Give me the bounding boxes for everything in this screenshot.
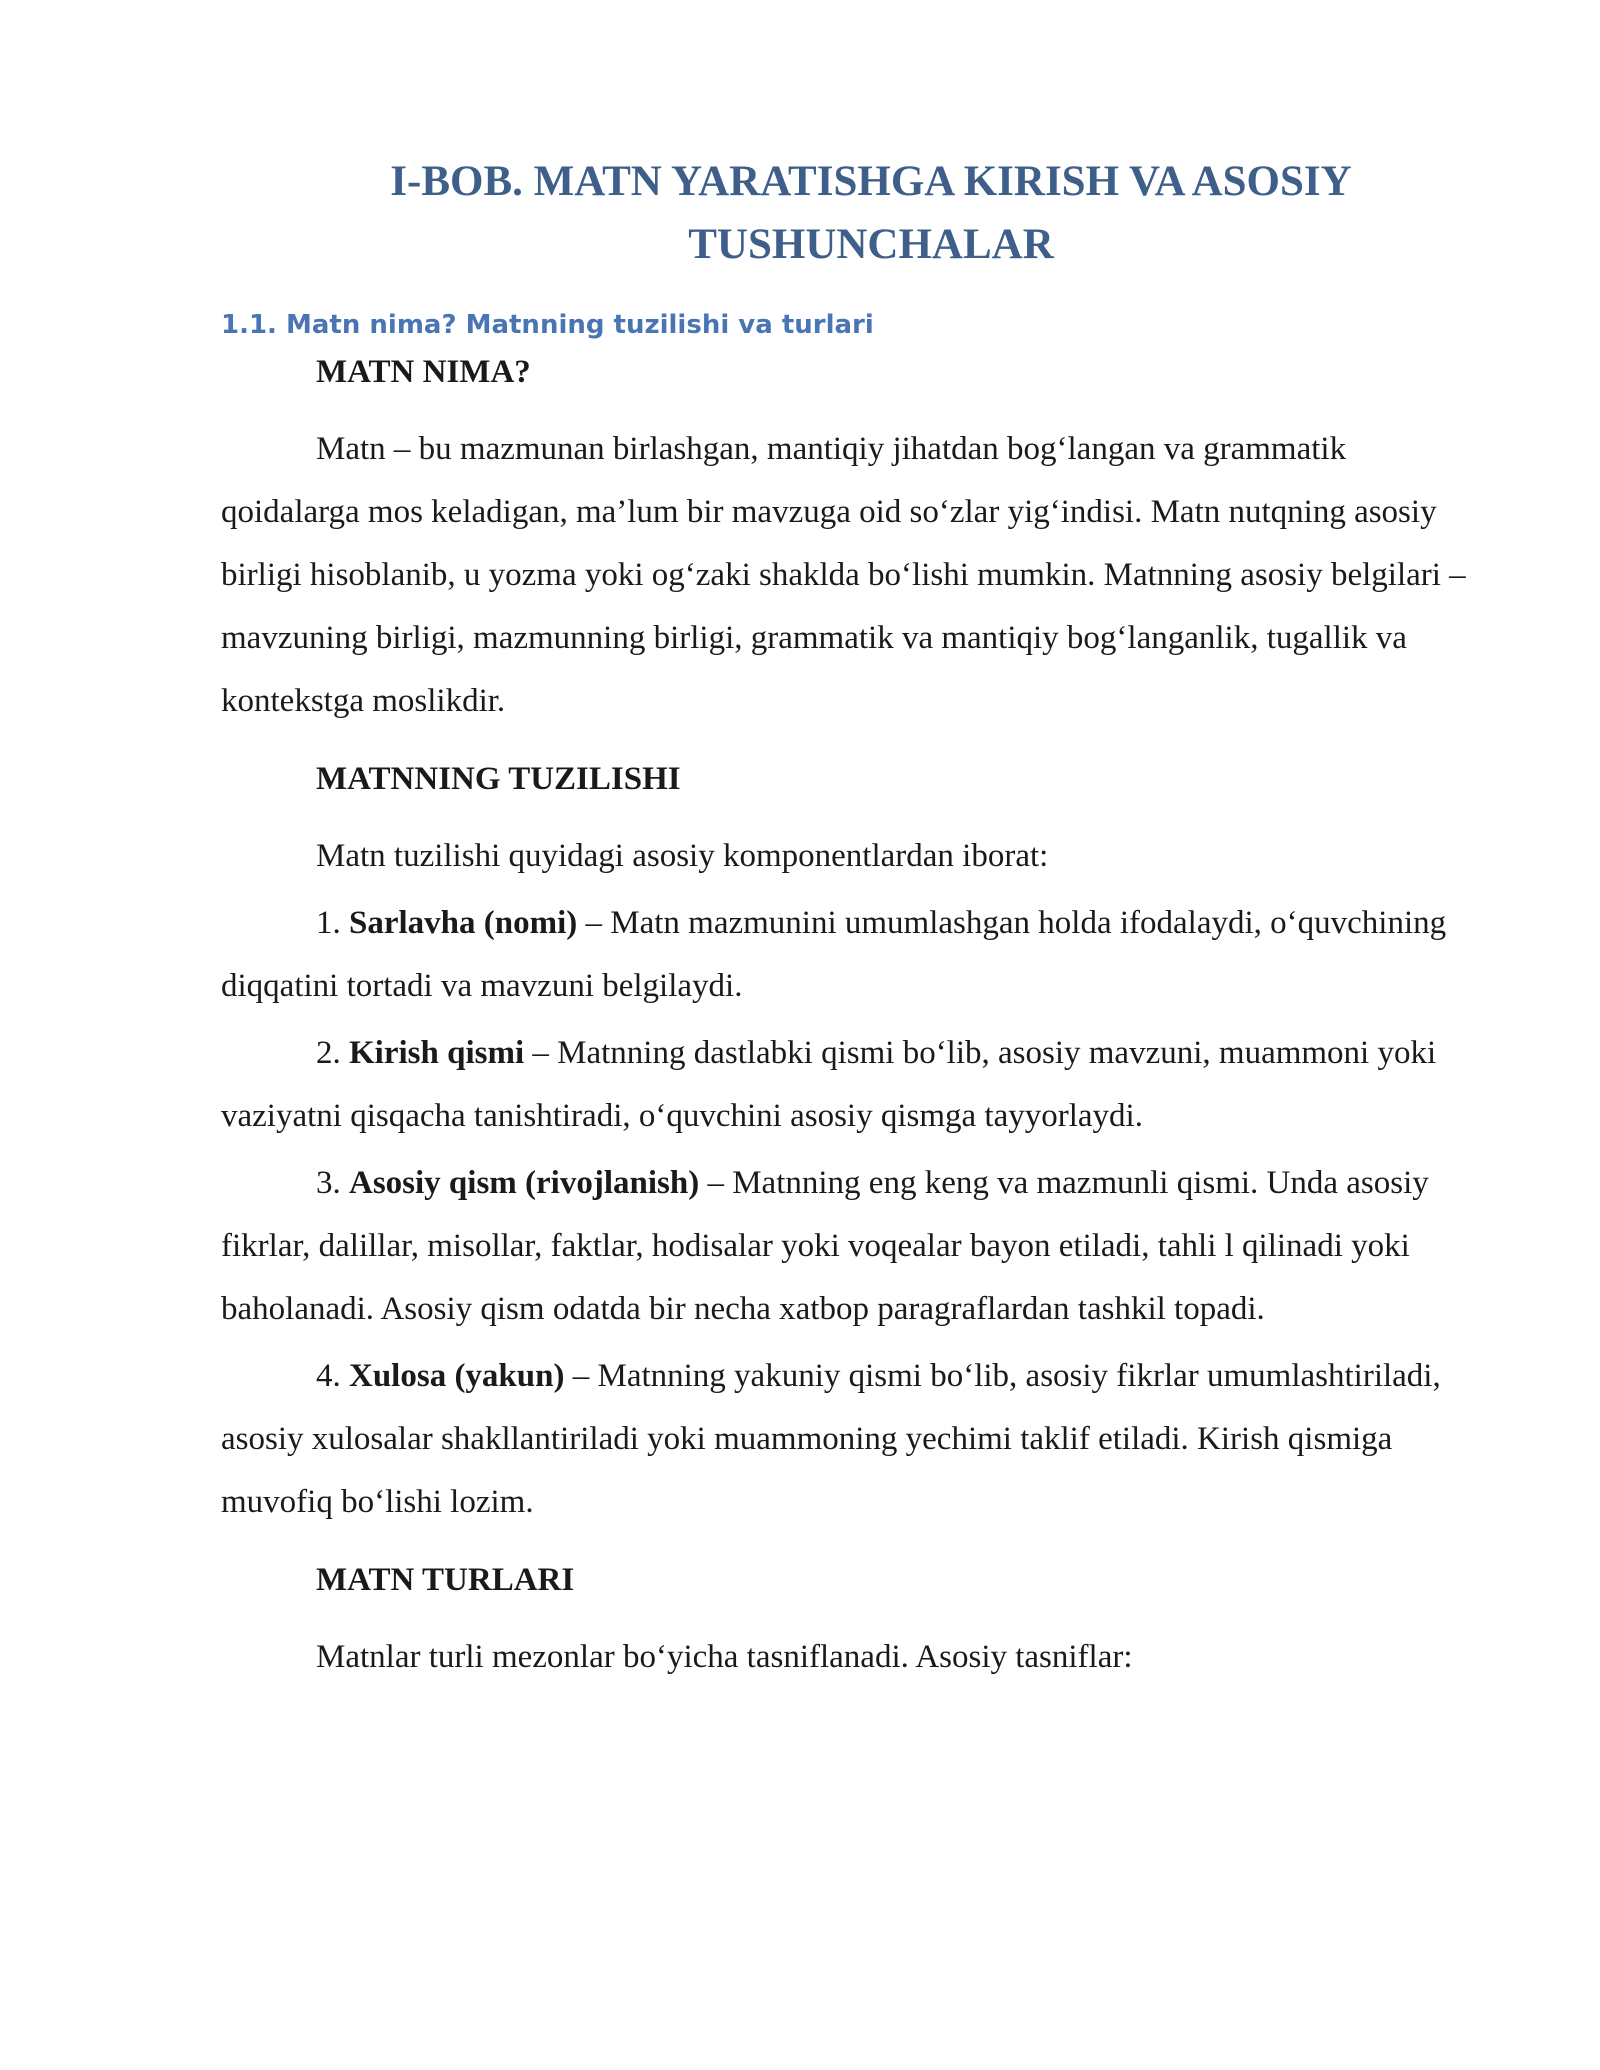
list-item-number: 1. [316, 905, 349, 941]
section-heading: 1.1. Matn nima? Matnning tuzilishi va turlari [221, 310, 874, 340]
list-item [221, 892, 1481, 1018]
list-item-number: 3. [316, 1165, 349, 1201]
list-item-term: Sarlavha (nomi) [349, 905, 578, 941]
list-item-number: 4. [316, 1358, 349, 1394]
list-item-text: – Matn mazmunini umumlashgan holda ifodalaydi, o‘quvchining diqqatini tortadi va mavzuni belgilaydi. [221, 905, 1447, 1004]
list-item [221, 1152, 1481, 1341]
subheading-turlari: MATN TURLARI [316, 1562, 575, 1598]
list-item-term: Asosiy qism (rivojlanish) [349, 1165, 700, 1201]
list-item-number: 2. [316, 1035, 349, 1071]
paragraph-turlari-intro: Matnlar turli mezonlar bo‘yicha tasniflanadi. Asosiy tasniflar: [316, 1639, 1133, 1675]
list-item [221, 1345, 1481, 1534]
list-item-term: Xulosa (yakun) [349, 1358, 565, 1394]
list-item-text: – Matnning dastlabki qismi bo‘lib, asosiy mavzuni, muammoni yoki vaziyatni qisqacha tanishtiradi, o‘quvchini asosiy qismga tayyorlaydi. [221, 1035, 1437, 1134]
list-item [221, 1022, 1481, 1148]
subheading-matn-nima: MATN NIMA? [316, 354, 531, 390]
subheading-tuzilishi: MATNNING TUZILISHI [316, 761, 681, 797]
paragraph-tuzilishi-intro: Matn tuzilishi quyidagi asosiy komponentlardan iborat: [316, 838, 1049, 874]
list-item-text: – Matnning yakuniy qismi bo‘lib, asosiy fikrlar umumlashtiriladi, asosiy xulosalar shakllantiriladi yoki muammoning yechimi taklif etiladi. Kirish qismiga muvofiq bo‘lishi lozim. [221, 1358, 1441, 1520]
paragraph-definition: Matn – bu mazmunan birlashgan, mantiqiy jihatdan bog‘langan va grammatik qoidalarga mos keladigan, ma’lum bir mavzuga oid so‘zlar yig‘indisi. Matn nutqning asosiy birligi hisoblanib, u yozma yoki og‘zaki shaklda bo‘lishi mumkin. Matnning asosiy belgilari – mavzuning birligi, mazmunning birligi, grammatik va mantiqiy bog‘langanlik, tugallik va kontekstga moslikdir. [221, 431, 1466, 719]
list-item-text: – Matnning eng keng va mazmunli qismi. Unda asosiy fikrlar, dalillar, misollar, faktlar, hodisalar yoki voqealar bayon etiladi, tahli l qilinadi yoki baholanadi. Asosiy qism odatda bir necha xatbop paragraflardan tashkil topadi. [221, 1165, 1429, 1327]
document-page [221, 150, 1481, 1689]
chapter-title: I-BOB. MATN YARATISHGA KIRISH VA ASOSIY TUSHUNCHALAR [390, 158, 1352, 268]
list-item-term: Kirish qismi [349, 1035, 525, 1071]
